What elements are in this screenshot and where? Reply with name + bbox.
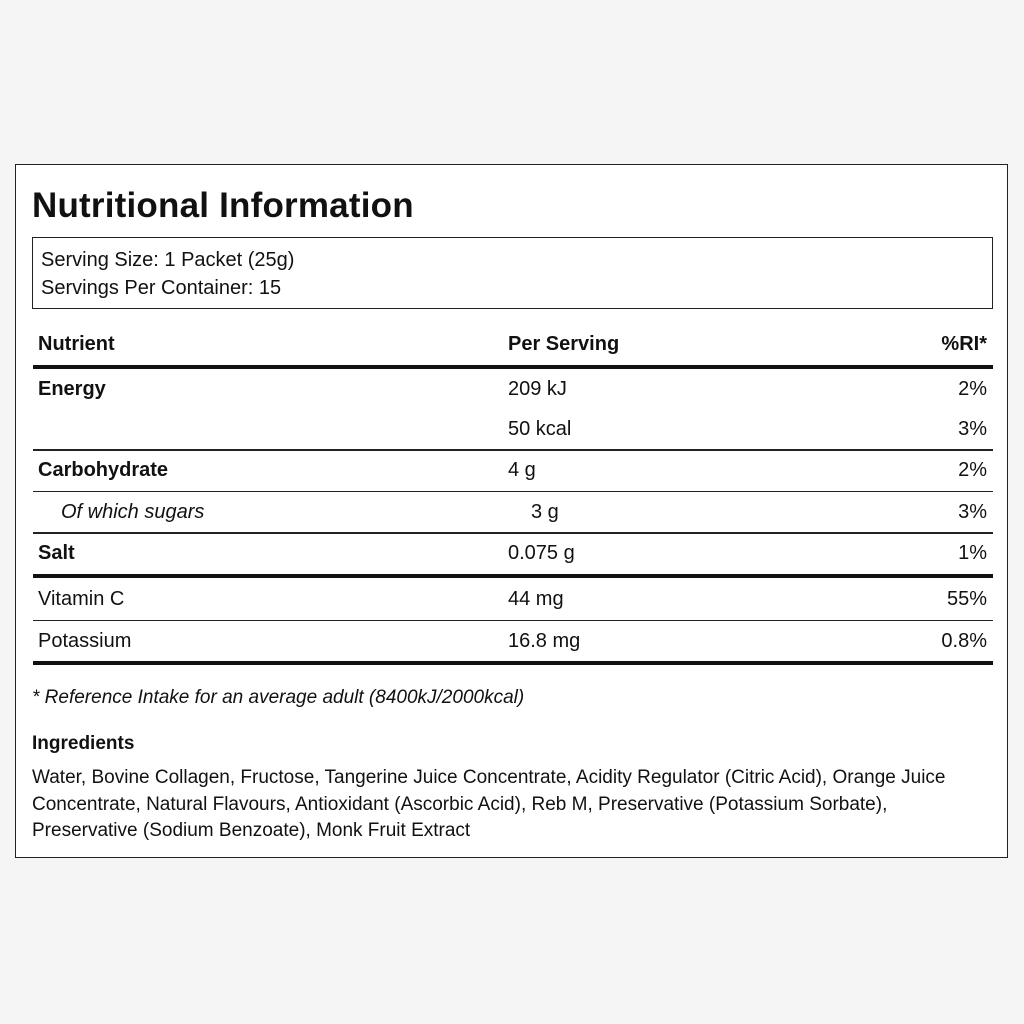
divider-thick <box>33 661 993 665</box>
table-row-energy-kj <box>33 369 993 409</box>
table-row-potassium <box>33 621 993 661</box>
per-serving-value: 4 g <box>508 459 536 481</box>
nutrition-panel <box>15 164 1008 858</box>
page-title: Nutritional Information <box>32 186 414 225</box>
per-serving-value: 44 mg <box>508 588 564 610</box>
nutrient-name: Potassium <box>38 629 132 652</box>
nutrient-name: Of which sugars <box>61 500 205 523</box>
table-row-sugars <box>33 492 993 532</box>
table-row-vitamin-c <box>33 580 993 620</box>
ri-value: 2% <box>958 459 987 481</box>
servings-per-container: Servings Per Container: 15 <box>41 277 282 299</box>
ingredients-list: Water, Bovine Collagen, Fructose, Tangerine Juice Concentrate, Acidity Regulator (Citric Acid), Orange Juice Concentrate, Natural Flavours, Antioxidant (Ascorbic Acid), Reb M, Preservative (Potassium Sorbate), Preservative (Sodium Benzoate), Monk Fruit Extract <box>32 767 946 841</box>
header-nutrient: Nutrient <box>38 332 115 355</box>
nutrient-name: Salt <box>38 542 75 564</box>
per-serving-value: 209 kJ <box>508 377 567 400</box>
per-serving-value: 0.075 g <box>508 542 575 564</box>
ri-value: 1% <box>958 542 987 564</box>
ri-value: 3% <box>958 417 987 440</box>
nutrient-name: Carbohydrate <box>38 459 169 481</box>
header-per-serving: Per Serving <box>508 332 620 355</box>
table-row-energy-kcal <box>33 409 993 449</box>
reference-intake-footnote: * Reference Intake for an average adult (8400kJ/2000kcal) <box>32 687 525 708</box>
serving-size: Serving Size: 1 Packet (25g) <box>41 249 295 271</box>
ri-value: 0.8% <box>941 629 987 652</box>
serving-info-box <box>32 237 993 309</box>
ingredients-heading: Ingredients <box>32 733 135 754</box>
ri-value: 3% <box>958 500 987 523</box>
per-serving-value: 50 kcal <box>508 417 572 440</box>
nutrient-name: Energy <box>38 377 106 400</box>
nutrition-table <box>33 323 993 665</box>
header-ri: %RI* <box>941 332 987 355</box>
ri-value: 2% <box>958 377 987 400</box>
table-header-row <box>33 323 993 365</box>
per-serving-value: 16.8 mg <box>508 629 581 652</box>
table-row-salt <box>33 534 993 574</box>
ri-value: 55% <box>946 588 987 610</box>
per-serving-value: 3 g <box>531 500 559 523</box>
table-row-carbohydrate <box>33 451 993 491</box>
nutrient-name: Vitamin C <box>38 588 125 610</box>
